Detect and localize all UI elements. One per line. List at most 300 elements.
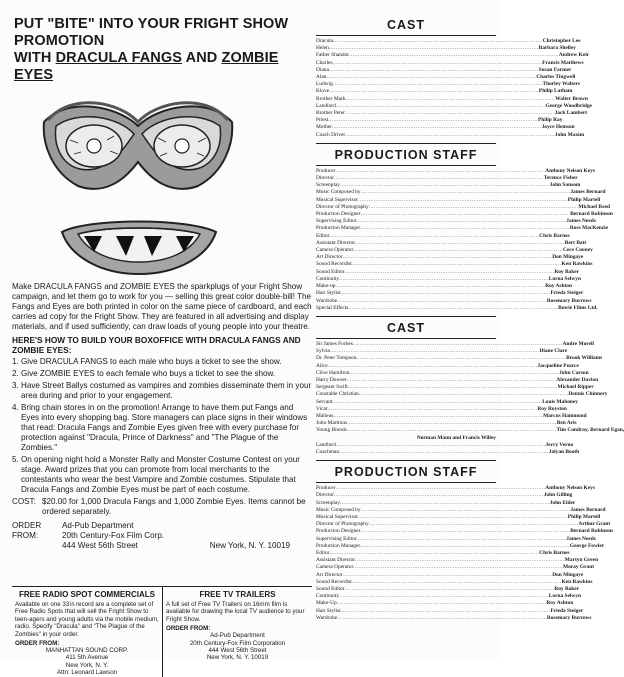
credit-row [316, 131, 585, 139]
dot-leader: ........................................................................................................................ [339, 448, 549, 455]
tv-order-address [166, 632, 309, 662]
staff-block-2 [316, 465, 613, 622]
step-number: 3. [12, 381, 19, 390]
credit-name: Bowie Films Ltd. [558, 304, 598, 311]
credit-name: Charles Tingwell [536, 74, 576, 81]
dot-leader: ........................................................................................................................ [333, 412, 544, 419]
dot-leader: ........................................................................................................................ [349, 369, 560, 376]
divider [316, 143, 496, 144]
credit-role: Camera Operator [316, 247, 354, 254]
credit-row [316, 239, 587, 247]
address-line: Attn: Leonard Lawson [56, 669, 118, 677]
credit-row [316, 600, 574, 607]
credit-row [316, 247, 593, 254]
credit-role: Klove [316, 88, 330, 95]
staff-2-title: PRODUCTION STAFF [334, 465, 478, 480]
credit-role: Vicar [316, 405, 328, 412]
credit-role: Hair Stylist [316, 290, 341, 297]
cast-1-list [316, 38, 592, 139]
dot-leader: ........................................................................................................................ [353, 564, 563, 571]
credit-role: Brother Peter [316, 110, 345, 117]
credit-row [316, 182, 581, 189]
credit-name: James Bernard [570, 506, 606, 513]
dot-leader: ........................................................................................................................ [328, 117, 538, 124]
credit-role: Diana [316, 66, 329, 73]
dot-leader: ........................................................................................................................ [355, 239, 565, 246]
credit-name: Moray Grant [563, 564, 594, 571]
credit-name: John Carson [559, 369, 589, 376]
cost-text: $20.00 for 1,000 Dracula Fangs and 1,000 Zombie Eyes. Items cannot be ordered separately. [42, 497, 306, 516]
credit-name: Jacqueline Pearce [537, 362, 579, 369]
credit-role: Sound Editor [316, 268, 345, 275]
dot-leader: ........................................................................................................................ [339, 593, 549, 600]
step-number: 2. [12, 369, 19, 378]
credit-row [316, 499, 576, 507]
dot-leader: ........................................................................................................................ [344, 268, 555, 275]
credit-name: Rosemary Burrows [546, 297, 592, 304]
cast-2-title: CAST [386, 320, 426, 335]
credit-name: Michael Reed [578, 203, 611, 210]
credit-row [316, 564, 594, 571]
credit-row [316, 275, 581, 283]
credit-name: Roy Baker [554, 268, 580, 275]
credit-role: Alice [316, 362, 328, 369]
credit-row [316, 38, 581, 45]
credit-role: Father Shandor [316, 52, 350, 59]
dot-leader: ........................................................................................................................ [335, 441, 546, 448]
credit-row [316, 441, 574, 449]
credit-role: Servant [316, 398, 333, 405]
promotion-column [12, 12, 312, 677]
credit-role: Charles [316, 59, 333, 66]
headline-line-1: PUT "BITE" INTO YOUR FRIGHT SHOW PROMOTION [14, 16, 289, 49]
credit-row [316, 427, 624, 434]
dot-leader: ........................................................................................................................ [353, 247, 563, 254]
headline-fangs: DRACULA FANGS [55, 50, 183, 66]
credit-role: Ludwig [316, 81, 333, 88]
radio-box-text: Available on one 33⅓ record are a complete set of Free Radio Spots that will sell the Fright Show to teen-agers and young adults via the mobile medium, radio. Specify "Dracula" and "The Plague of the Zombies" in your order. [15, 601, 159, 638]
credit-role: Director of Photography [316, 521, 369, 528]
credit-role: Production Designer [316, 211, 361, 218]
dot-leader: ........................................................................................................................ [336, 600, 547, 607]
dot-leader: ........................................................................................................................ [340, 607, 551, 614]
credit-role: Helen [316, 45, 329, 52]
step-item [12, 381, 312, 401]
credit-role: Camera Operator [316, 564, 354, 571]
page-headline [14, 16, 312, 84]
credit-role: Wardrobe [316, 297, 338, 304]
dot-leader: ........................................................................................................................ [339, 499, 550, 506]
credit-row [316, 261, 593, 268]
credit-name: Diane Clare [539, 348, 568, 355]
credit-row [316, 117, 563, 124]
credit-name: Anthony Nelson Keys [545, 167, 595, 174]
divider [316, 316, 496, 317]
credit-role: Hair Stylist [316, 607, 341, 614]
credit-row [316, 420, 577, 427]
cast-block-1 [316, 18, 592, 139]
credit-role: Assistant Director [316, 239, 356, 246]
credit-role: Screenplay [316, 182, 340, 189]
divider [316, 338, 496, 339]
credit-name: Jerry Verno [545, 441, 574, 448]
credit-row [316, 614, 592, 622]
credit-row [316, 95, 588, 103]
dot-leader: ........................................................................................................................ [326, 74, 537, 81]
credit-row [316, 45, 576, 52]
credit-row [316, 355, 603, 362]
credit-role: Sylvia [316, 348, 330, 355]
dot-leader: ........................................................................................................................ [335, 167, 546, 174]
order-address-line [62, 541, 290, 551]
tv-trailers-box [162, 587, 312, 677]
dot-leader: ........................................................................................................................ [329, 348, 540, 355]
credit-row [316, 571, 584, 579]
credit-name: Chris Barnes [539, 549, 570, 556]
credit-role: Dr. Peter Tompson [316, 355, 357, 362]
credit-name: Bernard Robinson [570, 211, 613, 218]
dot-leader: ........................................................................................................................ [345, 95, 556, 102]
headline-eyes: ZOMBIE EYES [14, 50, 279, 83]
dot-leader: ........................................................................................................................ [329, 88, 539, 95]
credit-name: James Needs [566, 218, 596, 225]
promotion-steps-list [12, 357, 312, 495]
credit-name: James Bernard [570, 189, 606, 196]
radio-order-address [15, 647, 159, 677]
divider [316, 35, 496, 36]
dot-leader: ........................................................................................................................ [329, 232, 540, 239]
credit-name: Philip Latham [538, 88, 573, 95]
credit-row [316, 384, 594, 391]
dot-leader: ........................................................................................................................ [347, 384, 558, 391]
credit-name: Don Mingaye [552, 254, 584, 261]
credit-name: James Needs [566, 535, 596, 542]
credit-role: Assistant Director [316, 557, 356, 564]
dot-leader: ........................................................................................................................ [351, 578, 562, 585]
credit-name: Ben Aris [556, 420, 577, 427]
credit-row [316, 398, 578, 406]
credit-role: Constable Christian [316, 391, 359, 398]
credit-row [316, 124, 575, 131]
credit-name: Terence Fisher [543, 175, 578, 182]
dot-leader: ........................................................................................................................ [337, 614, 547, 621]
credit-row [316, 66, 572, 74]
credit-name: George Fowler [569, 542, 605, 549]
credit-row [316, 593, 581, 600]
address-line: 411 5th Avenue [65, 654, 109, 662]
credit-row [316, 405, 567, 413]
credit-name: Frieda Steiger [550, 290, 584, 297]
credit-name: Roy Ashton [545, 283, 572, 290]
cast-2-list [316, 340, 624, 456]
credit-name: Roy Ashton [546, 600, 574, 607]
credit-name: Marcus Hammond [543, 412, 587, 419]
credit-name: Ross MacKenzie [569, 225, 609, 232]
step-number: 1. [12, 357, 19, 366]
staff-1-title: PRODUCTION STAFF [334, 147, 478, 162]
credit-role: Sound Editor [316, 586, 345, 592]
credit-name: Tim Condray, Bernard Egan, [556, 427, 624, 434]
credit-row [316, 492, 573, 499]
credit-role: Supervising Editor [316, 535, 357, 542]
step-text: On opening night hold a Monster Rally and Monster Costume Contest on your stage. Award prizes that you can promote from local merchants to the contestants who wear the best Vampire and Zombie costumes. Stipulate that Dracula Fangs and Zombie Eyes must be part of each costume. [21, 455, 300, 494]
credit-row [316, 290, 584, 297]
credit-role: Landlord [316, 102, 336, 109]
credit-row [316, 340, 594, 348]
credit-row [316, 225, 609, 232]
credit-name: Ken Rawkins [561, 578, 593, 585]
step-number: 5. [12, 455, 19, 464]
credit-row [316, 196, 601, 204]
credit-name: Philip Ray [538, 117, 563, 124]
staff-1-list [316, 167, 613, 312]
credit-row [316, 74, 576, 81]
dot-leader: ........................................................................................................................ [337, 297, 547, 304]
credit-name: Susan Farmer [538, 66, 572, 73]
credit-name: Christopher Lee [542, 38, 581, 44]
dot-leader: ........................................................................................................................ [346, 427, 557, 434]
credit-row [316, 578, 593, 586]
credit-row [316, 348, 568, 355]
order-address-line: 20th Century-Fox Film Corp. [62, 531, 165, 540]
credit-name: John Elder [549, 499, 576, 506]
staff-2-list [316, 485, 613, 622]
dot-leader: ........................................................................................................................ [332, 81, 543, 88]
cast-1-title: CAST [386, 18, 426, 32]
address-line: 444 West 56th Street [208, 647, 267, 655]
credit-row [316, 268, 580, 276]
radio-box-title: FREE RADIO SPOT COMMERCIALS [18, 590, 155, 599]
credit-name: Francis Matthews [542, 59, 584, 66]
dot-leader: ........................................................................................................................ [346, 376, 557, 383]
credit-name: Anthony Nelson Keys [545, 485, 595, 492]
credit-role: Brother Mark [316, 95, 346, 102]
dot-leader: ........................................................................................................................ [348, 304, 559, 311]
credit-row [316, 189, 606, 196]
address-line: New York, N. Y. 10019 [206, 654, 269, 662]
credit-row [316, 102, 592, 110]
credit-name: Chris Barnes [539, 232, 570, 239]
credit-row [316, 542, 605, 550]
credit-role: Music Composed by [316, 189, 361, 196]
credit-name: Roy Royston [537, 405, 567, 412]
radio-order-label: ORDER FROM: [15, 640, 60, 648]
order-street: 444 West 56th Street [62, 541, 138, 550]
credit-role: Harry Dowser [316, 376, 347, 383]
step-item [12, 403, 312, 453]
credit-name: John Sansom [549, 182, 581, 189]
credit-row [316, 211, 613, 218]
dot-leader: ........................................................................................................................ [332, 398, 543, 405]
order-address [62, 521, 290, 551]
credit-role: Clive Hamilton [316, 369, 350, 376]
credit-name: Roy Baker [554, 586, 580, 592]
credit-role: Editor [316, 232, 330, 239]
credit-role: Make-up [316, 283, 336, 290]
dot-leader: ........................................................................................................................ [351, 261, 562, 268]
credit-row [316, 521, 611, 528]
address-line: New York, N. Y. [65, 661, 109, 669]
credit-name: Thorley Walters [542, 81, 580, 88]
credit-role: Production Manager [316, 542, 361, 549]
credit-name: Barbara Shelley [538, 45, 576, 52]
credit-name: Norman Mann and Francis Willey [416, 434, 496, 441]
credit-role: Supervising Editor [316, 218, 357, 225]
fangs-eyes-artwork [12, 86, 312, 282]
credit-role: Mother [316, 124, 332, 131]
credit-row [316, 607, 584, 615]
credit-name: Louis Mahoney [542, 398, 578, 405]
credit-role: Director [316, 492, 334, 499]
dot-leader [316, 435, 417, 442]
dot-leader: ........................................................................................................................ [344, 586, 555, 592]
dot-leader: ........................................................................................................................ [332, 59, 543, 66]
credit-role: Production Designer [316, 528, 361, 535]
dot-leader: ........................................................................................................................ [356, 535, 567, 542]
credit-name: Don Mingaye [552, 571, 584, 578]
credits-column [316, 18, 624, 626]
credit-name: Philip Martell [567, 513, 601, 520]
step-text: Have Street Ballys costumed as vampires and zombies disseminate them in your area during and prior to your engagement. [21, 381, 312, 400]
dot-leader: ........................................................................................................................ [347, 420, 557, 427]
dot-leader: ........................................................................................................................ [327, 362, 538, 369]
headline-with: WITH [14, 50, 52, 66]
step-text: Give ZOMBIE EYES to each female who buys a ticket to see the show. [21, 369, 276, 378]
credit-row [316, 167, 595, 175]
credit-name: Frieda Steiger [550, 607, 584, 614]
credit-role: Producer [316, 167, 336, 174]
dot-leader: ........................................................................................................................ [328, 66, 539, 73]
credit-name: Bernard Robinson [570, 528, 613, 535]
credit-name: Jolyan Booth [548, 448, 580, 455]
credit-name: Ken Rawkins [561, 261, 593, 268]
credit-name: Rosemary Burrows [546, 614, 592, 621]
order-label: ORDER FROM: [12, 521, 42, 540]
address-line: Ad-Pub Department [210, 632, 265, 640]
cast-block-2 [316, 320, 624, 456]
credit-row [316, 369, 589, 377]
credit-row [316, 59, 584, 67]
credit-role: Wardrobe [316, 614, 338, 621]
credit-role: Special Effects [316, 304, 349, 311]
credit-row [316, 232, 570, 240]
intro-paragraph: Make DRACULA FANGS and ZOMBIE EYES the sparkplugs of your Fright Show campaign, and let them go to work for you — selling this great color double-bill! The Fangs and Eyes are both printed in color on the same piece of cardboard, and each carries ad copy for the Fright Show. They are featured in all advertising and display materials, and if used sufficiently, can draw loads of young people into your theatre. [12, 282, 312, 331]
dot-leader: ........................................................................................................................ [368, 203, 579, 210]
dot-leader: ........................................................................................................................ [356, 218, 567, 225]
dot-leader: ........................................................................................................................ [360, 211, 571, 218]
credit-row [316, 586, 580, 593]
dot-leader: ........................................................................................................................ [358, 391, 569, 398]
credit-name: Cece Cooney [563, 247, 593, 254]
dot-leader: ........................................................................................................................ [349, 52, 559, 59]
divider [316, 482, 496, 483]
credit-role: Musical Supervisor [316, 196, 359, 203]
step-item [12, 455, 312, 495]
tv-box-title: FREE TV TRAILERS [199, 590, 276, 599]
step-number: 4. [12, 403, 19, 412]
bottom-offer-boxes [12, 586, 312, 677]
dot-leader: ........................................................................................................................ [327, 405, 538, 412]
credit-name: Joyce Hemson [541, 124, 575, 131]
credit-name: John Maxim [554, 131, 585, 138]
dot-leader: ........................................................................................................................ [368, 521, 579, 528]
credit-name: Andrew Keir [558, 52, 590, 59]
dot-leader: ........................................................................................................................ [360, 189, 571, 196]
credit-name: Lorna Selwyn [548, 593, 581, 600]
credit-row [316, 254, 584, 261]
credit-role: Coach Driver [316, 131, 346, 138]
step-text: Bring chain stores in on the promotion! Arrange to have them put Fangs and Eyes into every shopping bag. Store managers can place signs in their windows that read: Dracula Fangs and Zombie Eyes given free with every purchase for protection against "Dracula, Prince of Darkness" and "The Plague of the Zombies." [21, 403, 308, 452]
staff-block-1 [316, 147, 613, 312]
credit-role: Continuity [316, 275, 340, 282]
step-item [12, 357, 312, 367]
credit-row [316, 412, 587, 420]
tv-box-text: A full set of Free TV Trailers on 16mm film is available for drawing the local TV audience to your Fright Show. [166, 601, 305, 623]
address-line: MANHATTAN SOUND CORP. [45, 647, 129, 655]
credit-name: Martyn Green [564, 557, 599, 564]
credit-name: Philip Martell [567, 196, 601, 203]
credit-row [316, 506, 606, 514]
credit-role: Young Bloods [316, 427, 347, 434]
credit-role: Art Director [316, 254, 343, 261]
dot-leader: ........................................................................................................................ [360, 506, 571, 513]
dot-leader: ........................................................................................................................ [335, 485, 546, 492]
cost-label: COST: [12, 497, 36, 506]
dot-leader: ........................................................................................................................ [340, 290, 551, 297]
credit-role: Director of Photography [316, 203, 369, 210]
dot-leader: ........................................................................................................................ [333, 492, 544, 499]
credit-name: Walter Brown [555, 95, 588, 102]
credit-name: Michael Ripper [557, 384, 594, 391]
dot-leader: ........................................................................................................................ [358, 196, 568, 203]
credit-role: Musical Supervisor [316, 513, 359, 520]
credit-name: Dennis Chinnery [568, 391, 608, 398]
dot-leader: ........................................................................................................................ [352, 340, 563, 347]
credit-row [316, 549, 570, 557]
order-address-line: Ad-Pub Department [62, 521, 134, 530]
credit-role: Editor [316, 549, 330, 556]
credit-row [316, 218, 596, 225]
divider [316, 165, 496, 166]
dot-leader: ........................................................................................................................ [329, 549, 540, 556]
credit-row [316, 203, 611, 211]
dot-leader: ........................................................................................................................ [358, 513, 568, 520]
order-city: New York, N. Y. 10019 [209, 541, 290, 550]
credit-role: Dracula [316, 38, 334, 44]
dot-leader: ........................................................................................................................ [356, 355, 567, 362]
credit-role: Art Director [316, 571, 343, 578]
howto-heading: HERE'S HOW TO BUILD YOUR BOXOFFICE WITH DRACULA FANGS AND ZOMBIE EYES: [12, 335, 301, 355]
credit-row [316, 88, 573, 95]
credit-role: Sir James Forbes [316, 340, 353, 347]
dracula-fangs-image [58, 212, 220, 280]
dot-leader: ........................................................................................................................ [339, 182, 550, 189]
credit-name: Jack Lambert [554, 110, 588, 117]
step-text: Give DRACULA FANGS to each male who buys a ticket to see the show. [21, 357, 282, 366]
credit-row [316, 535, 596, 543]
credit-role: John Martinus [316, 420, 347, 427]
address-line: 20th Century-Fox Film Corporation [189, 639, 286, 647]
credit-row [316, 435, 496, 442]
credit-role: Director [316, 175, 334, 182]
radio-spots-box [12, 587, 162, 677]
divider [316, 460, 496, 461]
credit-row [316, 304, 598, 312]
dot-leader: ........................................................................................................................ [333, 175, 544, 182]
credit-role: Coachman [316, 448, 340, 455]
dot-leader: ........................................................................................................................ [360, 225, 570, 232]
credit-name: Brook Williams [566, 355, 603, 362]
